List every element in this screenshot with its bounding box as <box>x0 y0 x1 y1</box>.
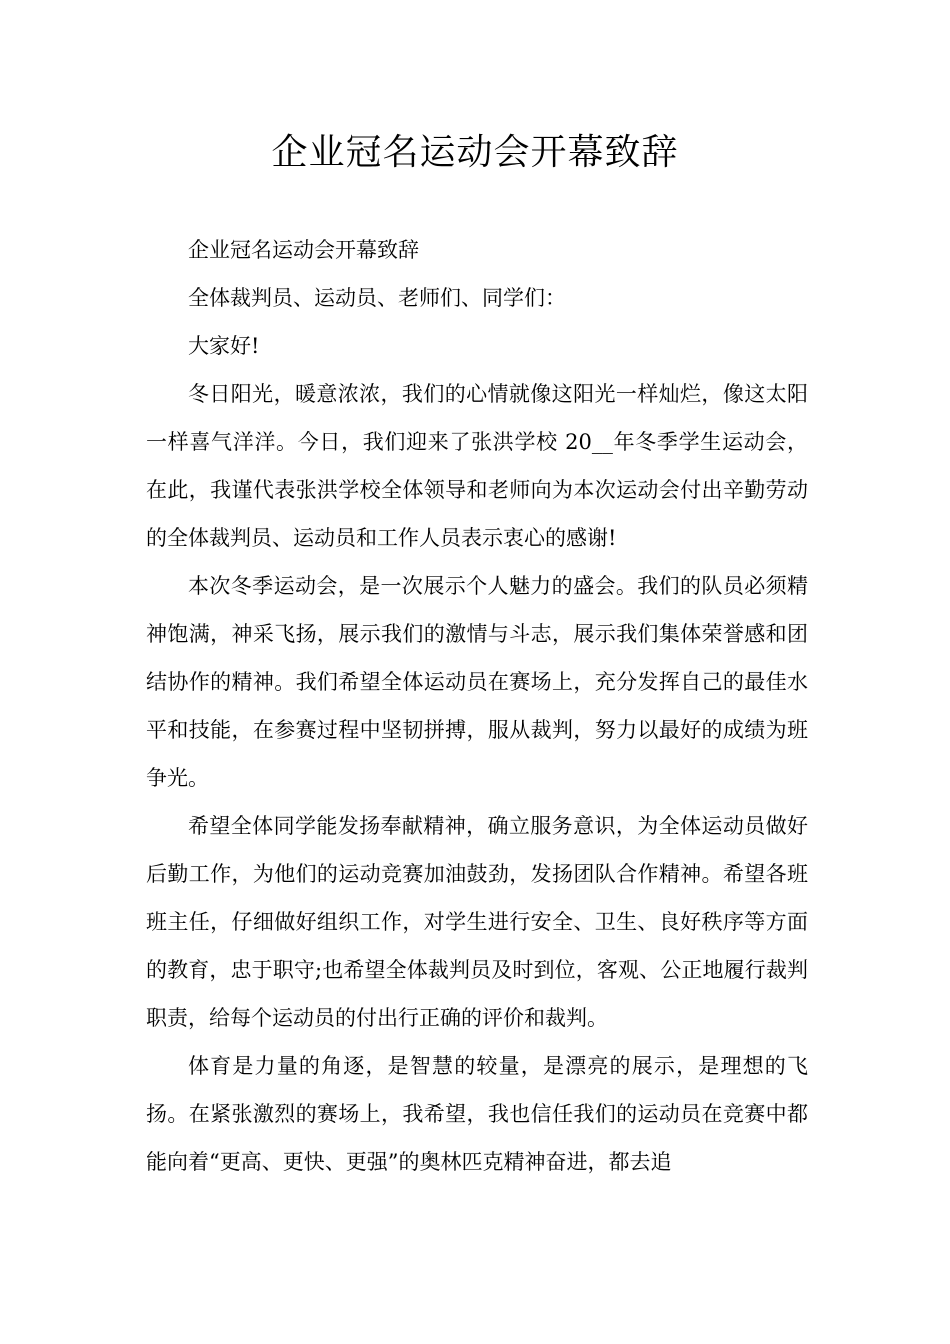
paragraph-opening: 冬日阳光，暖意浓浓，我们的心情就像这阳光一样灿烂，像这太阳一样喜气洋洋。今日，我们迎来了张洪学校 20__年冬季学生运动会，在此，我谨代表张洪学校全体领导和老师向为本次运动会付出辛勤劳动的全体裁判员、运动员和工作人员表示衷心的感谢! <box>146 382 808 550</box>
paragraph-subtitle: 企业冠名运动会开幕致辞 <box>188 238 419 262</box>
paragraph-students-teachers: 希望全体同学能发扬奉献精神，确立服务意识，为全体运动员做好后勤工作，为他们的运动竞赛加油鼓劲，发扬团队合作精神。希望各班班主任，仔细做好组织工作，对学生进行安全、卫生、良好秩序等方面的教育，忠于职守;也希望全体裁判员及时到位，客观、公正地履行裁判职责，给每个运动员的付出行正确的评价和裁判。 <box>146 814 808 1030</box>
document-body <box>146 226 808 1186</box>
document-title: 企业冠名运动会开幕致辞 <box>271 132 679 173</box>
paragraph-salutation: 全体裁判员、运动员、老师们、同学们： <box>188 286 566 310</box>
paragraph-sports-spirit: 体育是力量的角逐，是智慧的较量，是漂亮的展示，是理想的飞扬。在紧张激烈的赛场上，我希望，我也信任我们的运动员在竞赛中都能向着“更高、更快、更强”的奥林匹克精神奋进，都去追 <box>146 1054 808 1174</box>
paragraph-athletes: 本次冬季运动会，是一次展示个人魅力的盛会。我们的队员必须精神饱满，神采飞扬，展示我们的激情与斗志，展示我们集体荣誉感和团结协作的精神。我们希望全体运动员在赛场上，充分发挥自己的最佳水平和技能，在参赛过程中坚韧拼搏，服从裁判，努力以最好的成绩为班争光。 <box>146 574 808 790</box>
paragraph-greeting: 大家好! <box>188 334 260 358</box>
